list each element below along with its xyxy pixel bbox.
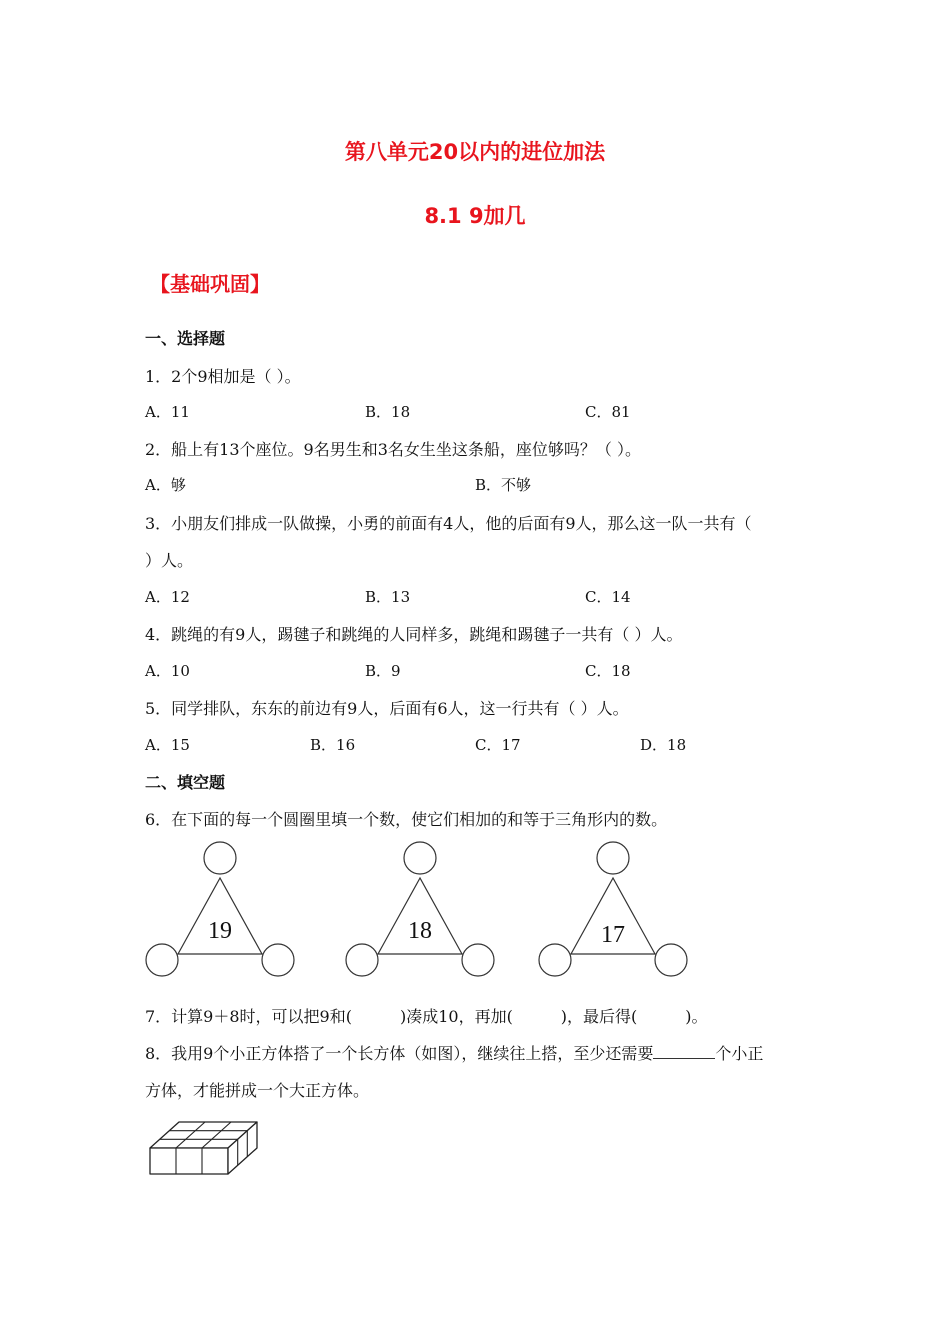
question-8-stem-part1: 8．我用9个小正方体搭了一个长方体（如图），继续往上搭，至少还需要 (145, 1044, 654, 1063)
page-subtitle: 8.1 9加几 (424, 204, 526, 228)
triangle-number: 19 (208, 918, 232, 944)
puzzle-circle[interactable] (462, 944, 494, 976)
cuboid-front-face (150, 1148, 228, 1174)
puzzle-triangle-1 (146, 842, 294, 976)
puzzle-triangle-3 (539, 842, 687, 976)
answer-blank[interactable] (653, 1044, 715, 1059)
question-3-option-a: A．12 (145, 588, 190, 606)
question-6-stem: 6．在下面的每一个圆圈里填一个数，使它们相加的和等于三角形内的数。 (145, 810, 668, 829)
question-4-option-a: A．10 (145, 662, 190, 680)
question-5-option-b: B．16 (310, 736, 356, 754)
question-5-stem: 5．同学排队，东东的前边有9人，后面有6人，这一行共有（ ）人。 (145, 699, 629, 718)
puzzle-circle[interactable] (404, 842, 436, 874)
puzzle-circle[interactable] (597, 842, 629, 874)
question-1-option-a: A．11 (145, 403, 190, 421)
cuboid-figure (145, 1118, 265, 1180)
puzzle-circle[interactable] (655, 944, 687, 976)
question-5-option-c: C．17 (475, 736, 521, 754)
puzzle-circle[interactable] (262, 944, 294, 976)
question-4-stem: 4．跳绳的有9人，踢毽子和跳绳的人同样多，跳绳和踢毽子一共有（ ）人。 (145, 625, 683, 644)
question-7-stem: 7．计算9＋8时，可以把9和( )凑成10，再加( )，最后得( )。 (145, 1007, 708, 1026)
section-heading-choice: 一、选择题 (145, 329, 226, 348)
puzzle-circle[interactable] (539, 944, 571, 976)
puzzle-circle[interactable] (346, 944, 378, 976)
question-3-stem-line2: ）人。 (145, 551, 194, 570)
page-title: 第八单元20以内的进位加法 (344, 140, 606, 164)
question-2-option-a: A．够 (145, 476, 186, 494)
puzzle-circle[interactable] (146, 944, 178, 976)
question-3-option-c: C．14 (585, 588, 631, 606)
section-badge: 【基础巩固】 (150, 272, 270, 296)
question-1-option-c: C．81 (585, 403, 631, 421)
question-2-stem: 2．船上有13个座位。9名男生和3名女生坐这条船，座位够吗？（ ）。 (145, 440, 641, 459)
question-3-stem-line1: 3．小朋友们排成一队做操，小勇的前面有4人，他的后面有9人，那么这一队一共有（ (145, 514, 752, 533)
question-4-option-b: B．9 (365, 662, 401, 680)
puzzle-triangle-2 (346, 842, 494, 976)
section-heading-fill: 二、填空题 (145, 773, 226, 792)
question-2-option-b: B．不够 (475, 476, 532, 494)
question-1-stem: 1．2个9相加是（ ）。 (145, 367, 301, 386)
triangle-number: 18 (408, 918, 432, 944)
question-5-option-a: A．15 (145, 736, 190, 754)
triangle-circle-puzzles (140, 838, 700, 983)
question-4-option-c: C．18 (585, 662, 631, 680)
question-1-option-b: B．18 (365, 403, 411, 421)
question-3-option-b: B．13 (365, 588, 411, 606)
puzzle-circle[interactable] (204, 842, 236, 874)
question-8-stem-part2: 个小正 (715, 1044, 764, 1063)
question-8-stem-line1 (145, 1041, 763, 1064)
question-5-option-d: D．18 (640, 736, 687, 754)
triangle-number: 17 (601, 922, 625, 948)
question-8-stem-line2: 方体，才能拼成一个大正方体。 (145, 1081, 370, 1100)
